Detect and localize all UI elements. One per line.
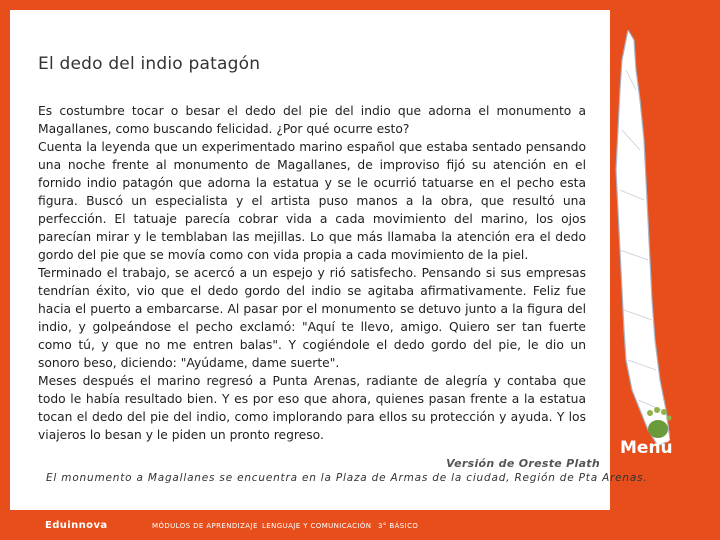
footer-item-modules: MÓDULOS DE APRENDIZAJE	[152, 522, 258, 530]
slide-panel	[10, 10, 610, 510]
menu-button[interactable]: Menú	[620, 438, 673, 458]
story-paragraph: Meses después el marino regresó a Punta Arenas, radiante de alegría y contaba que todo le había resultado bien. Y es por eso que ahora, quienes pasan frente a la estatua tocan el dedo del pie del indio, como implorando para ellos su protección y ayuda. Y los viajeros lo besan y le piden un pronto regreso.	[38, 374, 586, 442]
footer-bar	[0, 516, 720, 540]
footprint-icon	[640, 405, 676, 441]
footer-item-grade: 3° BÁSICO	[378, 522, 419, 530]
story-paragraph: Es costumbre tocar o besar el dedo del pie del indio que adorna el monumento a Magallanes, como buscando felicidad. ¿Por qué ocurre esto?	[38, 104, 586, 136]
story-paragraph: Terminado el trabajo, se acercó a un espejo y rió satisfecho. Pensando si sus empresas tendrían éxito, vio que el dedo gordo del indio se agitaba afirmativamente. Feliz fue hacia el puerto a embarcarse. Al pasar por el monumento se detuvo junto a la figura del indio, y golpeándose el pecho exclamó: "Aquí te llevo, amigo. Quiero ser tan fuerte como tú, y que no me entren balas". Y cogiéndole el dedo gordo del pie, le dio un sonoro beso, diciendo: "Ayúdame, dame suerte".	[38, 266, 586, 370]
story-text	[38, 102, 586, 444]
footer-item-subject: LENGUAJE Y COMUNICACIÓN	[262, 522, 372, 530]
monument-caption: El monumento a Magallanes se encuentra en la Plaza de Armas de la ciudad, Región de Pta Arenas.	[46, 472, 648, 484]
brand-logo: Eduinnova	[45, 520, 108, 531]
story-paragraph: Cuenta la leyenda que un experimentado marino español que estaba sentado pensando una noche frente al monumento de Magallanes, de improviso fijó su atención en el fornido indio patagón que adorna la estatua y se le ocurrió tatuarse en el pecho esta figura. Buscó un especialista y el artista puso manos a la obra, que resultó una perfección. El tatuaje parecía cobrar vida a cada movimiento del marino, los ojos parecían mirar y le temblaban las mejillas. Lo que más llamaba la atención era el dedo gordo del pie que se movía como con vida propia a cada movimiento de la piel.	[38, 140, 586, 262]
author-credit: Versión de Oreste Plath	[446, 457, 600, 470]
page-title: El dedo del indio patagón	[38, 54, 261, 74]
chile-map-icon	[600, 30, 670, 450]
